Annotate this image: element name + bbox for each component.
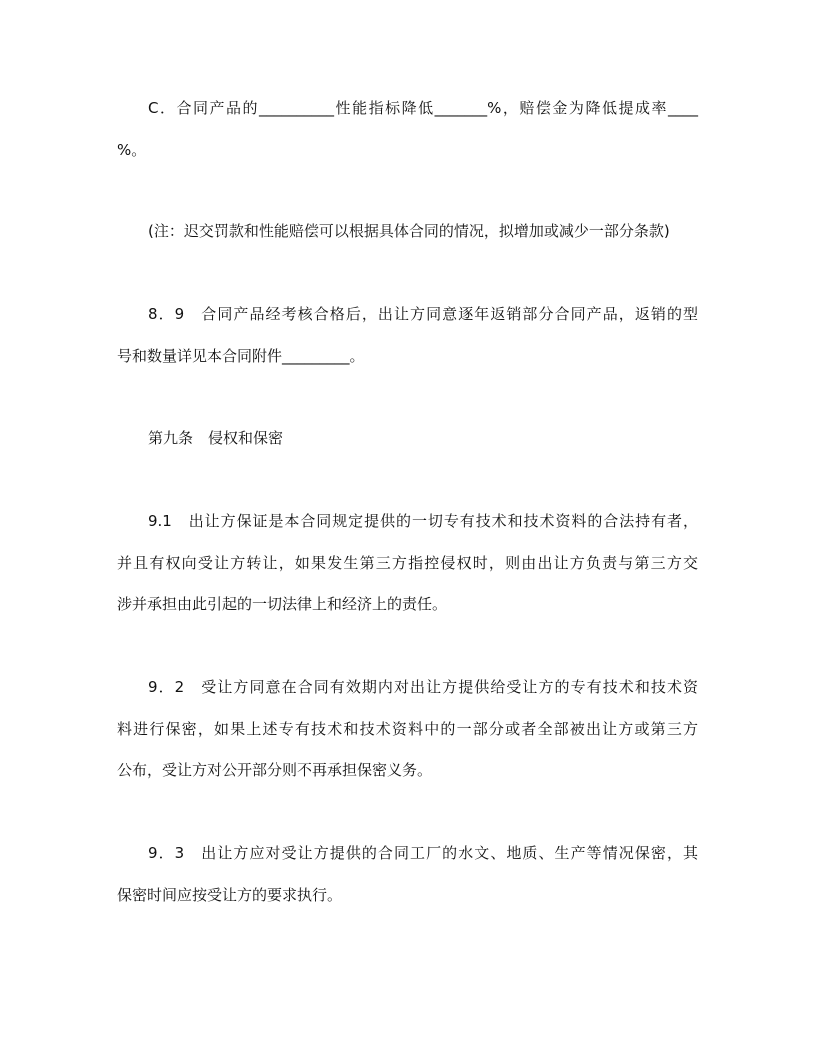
clause-9-2-line-2: 料进行保密，如果上述专有技术和技术资料中的一部分或者全部被出让方或第三方: [117, 720, 698, 738]
clause-c-line-1: C．合同产品的__________性能指标降低_______%，赔偿金为降低提成率____: [148, 99, 698, 117]
clause-9-1-line-1: 9.1 出让方保证是本合同规定提供的一切专有技术和技术资料的合法持有者，: [148, 512, 698, 530]
clause-9-1-line-3: 涉并承担由此引起的一切法律上和经济上的责任。: [117, 595, 448, 613]
clause-8-9-line-1: 8．9 合同产品经考核合格后，出让方同意逐年返销部分合同产品，返销的型: [148, 305, 698, 323]
clause-c-line-2: %。: [117, 141, 147, 159]
article-9-heading: 第九条 侵权和保密: [148, 429, 284, 447]
clause-9-3-line-1: 9．3 出让方应对受让方提供的合同工厂的水文、地质、生产等情况保密，其: [148, 844, 698, 862]
clause-8-9-line-2: 号和数量详见本合同附件_________。: [117, 347, 365, 365]
clause-9-2-line-3: 公布，受让方对公开部分则不再承担保密义务。: [117, 761, 433, 779]
clause-9-3-line-2: 保密时间应按受让方的要求执行。: [117, 886, 343, 904]
clause-9-1-line-2: 并且有权向受让方转让，如果发生第三方指控侵权时，则由出让方负责与第三方交: [117, 554, 698, 572]
note-line: (注：迟交罚款和性能赔偿可以根据具体合同的情况，拟增加或减少一部分条款): [148, 222, 670, 240]
clause-9-2-line-1: 9．2 受让方同意在合同有效期内对出让方提供给受让方的专有技术和技术资: [148, 678, 698, 696]
